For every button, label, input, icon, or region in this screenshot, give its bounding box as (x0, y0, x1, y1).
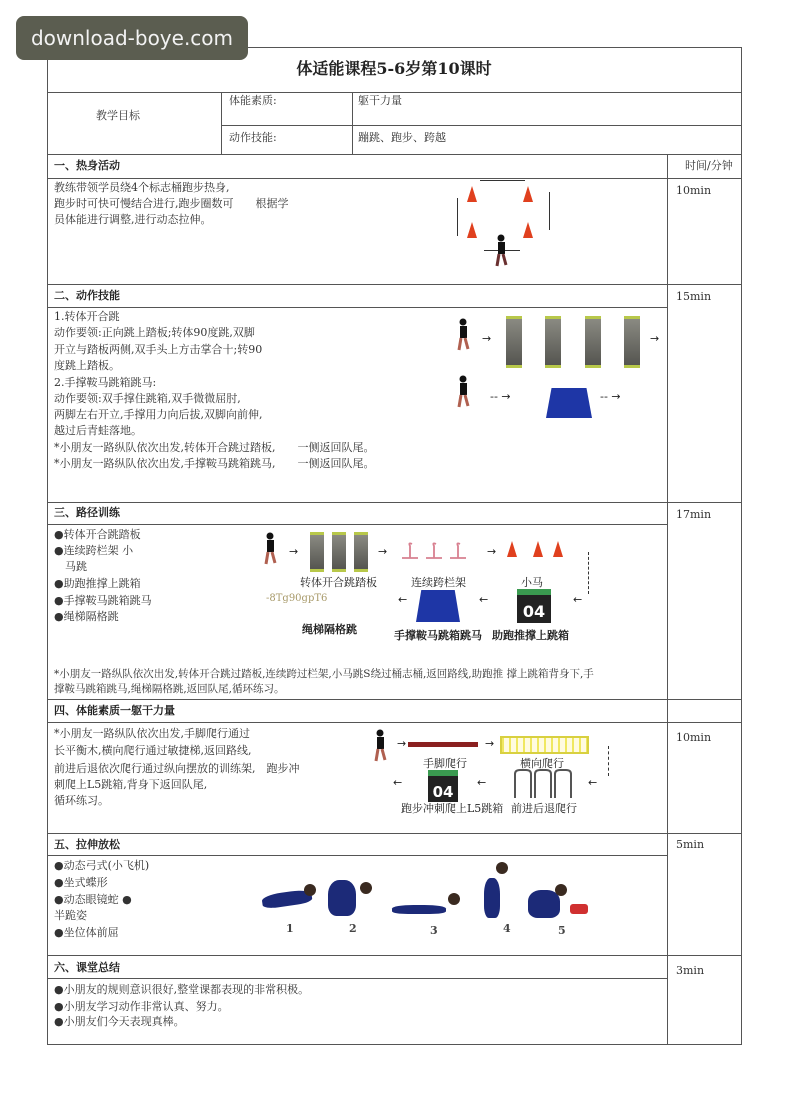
section-note: *小朋友一路纵队依次出发,转体开合跳过踏板,连续跨过栏架,小马跳S绕过桶志桶,返回路线,助跑推 撑上跳箱背身下,手 (54, 668, 594, 680)
figure-number: 3 (430, 924, 438, 937)
arrow-left-icon: ← (393, 776, 403, 789)
diagram-label: 转体开合跳踏板 (300, 576, 377, 589)
jump-box: 04 (428, 770, 458, 802)
arrow-left-icon: ← (573, 593, 583, 606)
arrow-left-icon: ← (479, 593, 489, 606)
arrow-right-icon: → (482, 332, 492, 345)
section-line: 两脚左右开立,手撑用力向后拔,双脚向前伸, (54, 408, 263, 421)
page-title: 体适能课程5-6岁第10课时 (296, 59, 492, 78)
diagram-label: 连续跨栏架 (411, 576, 466, 589)
dashed-path (608, 746, 610, 776)
arrow-right-icon: → (378, 545, 388, 558)
stretch-figure (484, 878, 500, 918)
training-frame-icon (512, 768, 578, 800)
stretch-figure (392, 905, 446, 914)
code-label: -8Tg90gpT6 (266, 593, 328, 604)
objectives-label: 教学目标 (96, 109, 140, 122)
section-line: 2.手撑鞍马跳箱跳马: (54, 376, 157, 389)
divider (47, 722, 742, 723)
bullet-item: ●连续跨栏架 小 (54, 544, 134, 557)
bullet-item: ●小朋友们今天表现真棒。 (54, 1015, 185, 1028)
cone-icon (523, 186, 533, 202)
divider (47, 178, 742, 179)
figure-number: 4 (503, 922, 511, 935)
section-time: 17min (676, 508, 712, 521)
jump-box: 04 (517, 589, 551, 623)
cone-icon (553, 541, 563, 557)
section-heading: 二、动作技能 (54, 289, 120, 302)
section-line: 度跳上踏板。 (54, 359, 120, 372)
stretch-figure-head (555, 884, 567, 896)
bullet-item: ●助跑推撑上跳箱 (54, 577, 141, 590)
agility-ladder (500, 736, 589, 754)
bullet-item: ●小朋友的规则意识很好,整堂课都表现的非常积极。 (54, 983, 310, 996)
divider (47, 524, 667, 525)
section-line: 越过后青蛙落地。 (54, 424, 142, 437)
section-line: 循环练习。 (54, 794, 109, 807)
bullet-item: ●绳梯隔格跳 (54, 610, 119, 623)
cone-icon (467, 222, 477, 238)
border-right (741, 47, 742, 1045)
section-line: 长平衡木,横向爬行通过敏捷梯,返回路线, (54, 744, 252, 757)
section-line: 动作要领:双手撑住跳箱,双手微微屈肘, (54, 392, 241, 405)
step-board (332, 532, 346, 572)
divider (221, 92, 222, 154)
stretch-figure-head (496, 862, 508, 874)
step-board (310, 532, 324, 572)
step-board (624, 316, 640, 368)
figure-number: 2 (349, 922, 357, 935)
arrow-left-icon: ← (588, 776, 598, 789)
diagram-label: 助跑推撑上跳箱 (492, 629, 569, 642)
objective-key: 动作技能: (229, 131, 277, 144)
diagram-label: 横向爬行 (520, 757, 564, 770)
section-line: 1.转体开合跳 (54, 310, 120, 323)
arrow-right-icon: → (650, 332, 660, 345)
vault-box (416, 590, 460, 622)
stretch-figure (528, 890, 560, 918)
stretch-figure-head (448, 893, 460, 905)
section-line: 动作要领:正向跳上踏板;转体90度跳,双脚 (54, 326, 255, 339)
arrow-right-icon: → (289, 545, 299, 558)
time-header: 时间/分钟 (685, 159, 733, 172)
objective-value: 蹦跳、跑步、跨越 (358, 131, 446, 144)
divider (47, 154, 742, 155)
divider (47, 307, 667, 308)
section-time: 5min (676, 838, 705, 851)
section-heading: 五、拉伸放松 (54, 838, 120, 851)
bullet-item: ●手撑鞍马跳箱跳马 (54, 594, 152, 607)
section-time: 10min (676, 731, 712, 744)
arrow-left-icon: ← (398, 593, 408, 606)
bullet-item: 半跪姿 (54, 909, 87, 922)
runner-icon (263, 532, 277, 566)
figure-number: 5 (558, 924, 566, 937)
cone-icon (533, 541, 543, 557)
runner-icon (494, 234, 508, 268)
objective-key: 体能素质: (229, 94, 277, 107)
stretch-figure-head (360, 882, 372, 894)
arrow-left-icon: ← (477, 776, 487, 789)
section-time: 15min (676, 290, 712, 303)
step-board (585, 316, 601, 368)
step-board (506, 316, 522, 368)
dashed-path (588, 552, 590, 594)
bullet-item: ●转体开合跳踏板 (54, 528, 141, 541)
cone-icon (467, 186, 477, 202)
section-heading: 六、课堂总结 (54, 961, 120, 974)
section-heading: 四、体能素质一躯干力量 (54, 704, 175, 717)
cone-icon (523, 222, 533, 238)
watermark: download-boye.com (16, 16, 248, 60)
stretch-figure-feet (570, 904, 588, 914)
section-line: *小朋友一路纵队依次出发,手撑鞍马跳箱跳马, 一侧返回队尾。 (54, 457, 375, 470)
step-board (354, 532, 368, 572)
section-line: 开立与踏板两侧,双手头上方击掌合十;转90 (54, 343, 263, 356)
divider (221, 125, 741, 126)
section-time: 3min (676, 964, 705, 977)
cone-icon (507, 541, 517, 557)
diagram-label: 手撑鞍马跳箱跳马 (394, 629, 482, 642)
bullet-item: ●坐式蝶形 (54, 876, 108, 889)
divider (47, 833, 742, 834)
arrow-right-icon: -- → (490, 390, 511, 403)
divider (352, 92, 353, 154)
objective-value: 躯干力量 (358, 94, 402, 107)
stretch-figure-head (304, 884, 316, 896)
section-time: 10min (676, 184, 712, 197)
section-line: 跑步时可快可慢结合进行,跑步圈数可 根据学 (54, 197, 289, 210)
divider (47, 955, 742, 956)
section-line: 刺爬上L5跳箱,背身下返回队尾, (54, 778, 208, 791)
bullet-item: 马跳 (54, 560, 87, 573)
arrow-right-icon: → (487, 545, 497, 558)
arrow-line (480, 180, 525, 181)
arrow-right-icon: → (485, 737, 495, 750)
diagram-label: 绳梯隔格跳 (302, 623, 357, 636)
arrow-right-icon: -- → (600, 390, 621, 403)
time-column-divider (667, 154, 668, 1044)
diagram-label: 前进后退爬行 (511, 802, 577, 815)
section-line: 教练带领学员绕4个标志桶跑步热身, (54, 181, 230, 194)
section-note: 撑鞍马跳箱跳马,绳梯隔格跳,返回队尾,循环练习。 (54, 683, 285, 695)
step-board (545, 316, 561, 368)
divider (47, 978, 667, 979)
bullet-item: ●动态眼镜蛇 ● (54, 893, 132, 906)
balance-beam (408, 742, 478, 747)
section-line: *小朋友一路纵队依次出发,转体开合跳过踏板, 一侧返回队尾。 (54, 441, 375, 454)
bullet-item: ●小朋友学习动作非常认真、努力。 (54, 1000, 229, 1013)
bullet-item: ●坐位体前屈 (54, 926, 119, 939)
section-line: 员体能进行调整,进行动态拉伸。 (54, 213, 212, 226)
runner-icon (373, 729, 387, 763)
border-left (47, 47, 48, 1045)
divider (47, 855, 667, 856)
runner-icon (456, 375, 470, 409)
section-line: *小朋友一路纵队依次出发,手脚爬行通过 (54, 727, 250, 740)
diagram-label: 小马 (521, 576, 543, 589)
arrow-line (457, 198, 458, 236)
arrow-line (549, 192, 550, 230)
divider (47, 284, 742, 285)
section-line: 前进后退依次爬行通过纵向摆放的训练架, 跑步冲 (54, 762, 300, 775)
diagram-label: 手脚爬行 (423, 757, 467, 770)
divider (47, 699, 742, 700)
hurdle-icon (398, 540, 473, 564)
vault-box (546, 388, 592, 418)
runner-icon (456, 318, 470, 352)
diagram-label: 跑步冲刺爬上L5跳箱 (401, 802, 504, 815)
figure-number: 1 (286, 922, 294, 935)
arrow-right-icon: → (397, 737, 407, 750)
bullet-item: ●动态弓式(小飞机) (54, 859, 150, 872)
section-heading: 一、热身活动 (54, 159, 120, 172)
border-bottom (47, 1044, 742, 1045)
section-heading: 三、路径训练 (54, 506, 120, 519)
stretch-figure (328, 880, 356, 916)
divider (47, 502, 742, 503)
